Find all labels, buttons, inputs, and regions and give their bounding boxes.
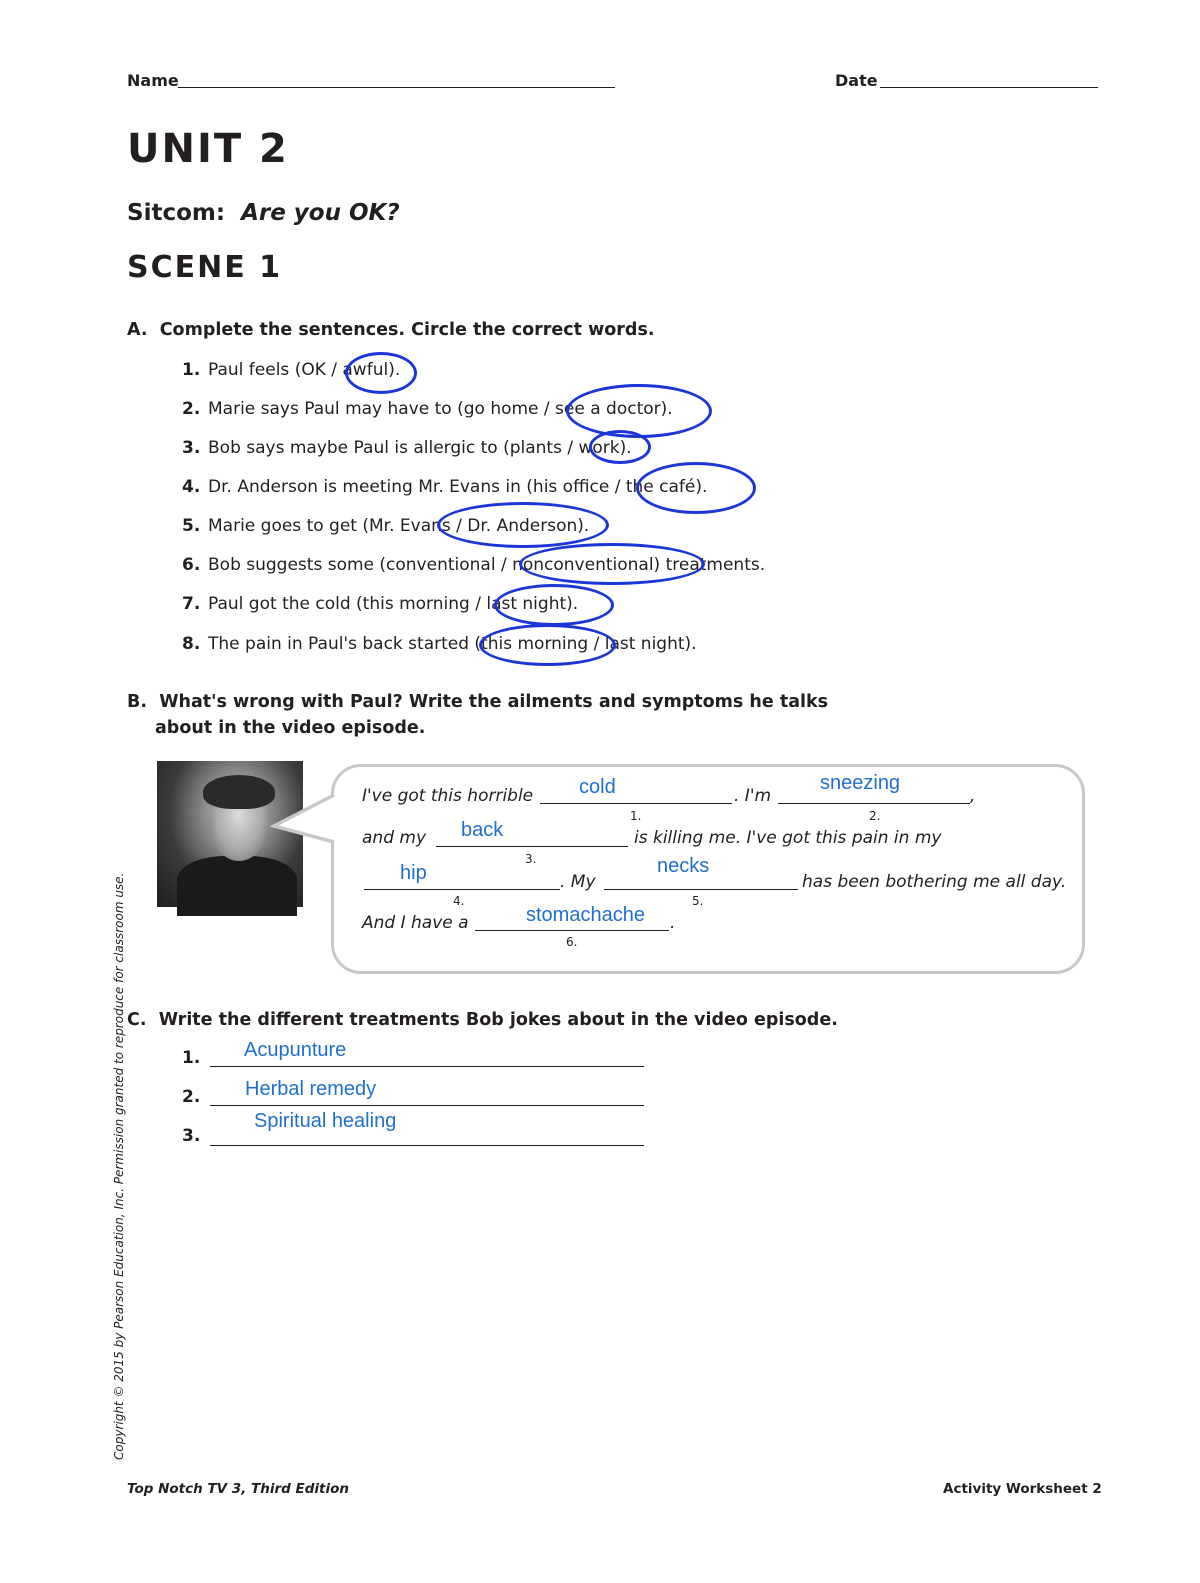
list-item: 8. The pain in Paul's back started (this morning / last night).: [182, 634, 697, 654]
blank-number: 5.: [692, 894, 704, 908]
answer-text: back: [461, 819, 504, 841]
answer-text: cold: [579, 776, 616, 798]
list-item: 1. Paul feels (OK / awful).: [182, 360, 401, 380]
list-item-number: 1.: [182, 1048, 201, 1068]
episode-title: Are you OK?: [241, 200, 400, 226]
blank-1[interactable]: [540, 803, 732, 804]
list-item: 5. Marie goes to get (Mr. Evans / Dr. Anderson).: [182, 516, 590, 536]
answer-text: Acupunture: [244, 1039, 347, 1061]
answer-text: stomachache: [526, 904, 645, 926]
footer-book-title: Top Notch TV 3, Third Edition: [127, 1481, 349, 1497]
date-field[interactable]: [880, 87, 1098, 88]
answer-circle: [519, 543, 705, 585]
scene-title: SCENE 1: [127, 250, 283, 285]
blank-number: 2.: [869, 809, 881, 823]
quote-text: And I have a: [362, 913, 469, 933]
quote-text: has been bothering me all day.: [802, 872, 1067, 892]
answer-circle: [589, 430, 651, 464]
section-c-instruction: Write the different treatments Bob jokes about in the video episode.: [158, 1010, 838, 1030]
quote-text: I've got this horrible: [362, 786, 534, 806]
answer-text: Spiritual healing: [254, 1110, 397, 1132]
answer-text: necks: [657, 855, 710, 877]
list-item-number: 3.: [182, 1126, 201, 1146]
treatment-field-2[interactable]: [210, 1105, 644, 1106]
treatment-field-1[interactable]: [210, 1066, 644, 1067]
blank-number: 6.: [566, 935, 578, 949]
treatment-field-3[interactable]: [210, 1145, 644, 1146]
section-c-heading: [127, 1010, 838, 1030]
blank-6[interactable]: [475, 930, 669, 931]
name-field[interactable]: [178, 87, 615, 88]
section-a-heading: [127, 320, 655, 340]
section-b-instruction: What's wrong with Paul? Write the ailments and symptoms he talks: [159, 692, 829, 712]
blank-number: 1.: [630, 809, 642, 823]
blank-4[interactable]: [364, 889, 560, 890]
blank-number: 4.: [453, 894, 465, 908]
list-item: 4. Dr. Anderson is meeting Mr. Evans in (his office / the café).: [182, 477, 708, 497]
quote-text: .: [670, 913, 676, 933]
quote-text: . My: [560, 872, 596, 892]
list-item: 3. Bob says maybe Paul is allergic to (plants / work).: [182, 438, 632, 458]
answer-text: Herbal remedy: [245, 1078, 377, 1100]
answer-circle: [636, 462, 756, 514]
section-a-instruction: Complete the sentences. Circle the correct words.: [159, 320, 655, 340]
blank-3[interactable]: [436, 846, 628, 847]
sitcom-label: Sitcom:: [127, 200, 226, 226]
name-label: Name: [127, 71, 179, 90]
quote-text: ,: [970, 786, 976, 806]
blank-5[interactable]: [604, 889, 798, 890]
unit-title: UNIT 2: [127, 126, 289, 172]
answer-circle: [494, 584, 614, 626]
answer-text: hip: [400, 862, 427, 884]
blank-2[interactable]: [778, 803, 970, 804]
quote-text: . I'm: [734, 786, 772, 806]
date-label: Date: [835, 71, 878, 90]
section-a-letter: A.: [127, 320, 148, 340]
quote-text: and my: [362, 828, 427, 848]
answer-circle: [479, 624, 616, 666]
speech-bubble-tail: [270, 790, 340, 850]
blank-number: 3.: [525, 852, 537, 866]
list-item: 6. Bob suggests some (conventional / nonconventional) treatments.: [182, 555, 766, 575]
answer-circle: [437, 502, 609, 548]
section-c-letter: C.: [127, 1010, 147, 1030]
list-item: 7. Paul got the cold (this morning / last night).: [182, 594, 579, 614]
footer-worksheet-label: Activity Worksheet 2: [943, 1481, 1102, 1497]
answer-circle: [566, 384, 712, 438]
section-b-heading: [127, 692, 828, 712]
copyright-notice: Copyright © 2015 by Pearson Education, Inc. Permission granted to reproduce for classroom use.: [112, 872, 126, 1460]
section-b-instruction-cont: about in the video episode.: [155, 718, 426, 738]
answer-text: sneezing: [820, 772, 901, 794]
section-b-letter: B.: [127, 692, 147, 712]
list-item-number: 2.: [182, 1087, 201, 1107]
sitcom-title: [127, 200, 400, 226]
list-item: 2. Marie says Paul may have to (go home / see a doctor).: [182, 399, 673, 419]
quote-text: is killing me. I've got this pain in my: [634, 828, 942, 848]
answer-circle: [345, 352, 417, 394]
